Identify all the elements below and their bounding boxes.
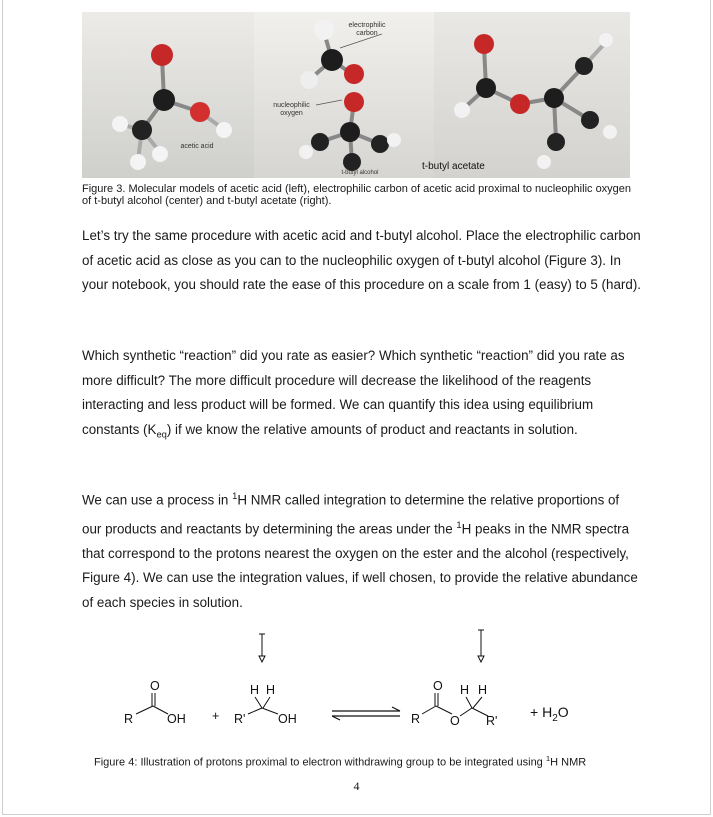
paragraph-1: Let’s try the same procedure with acetic acid and t-butyl alcohol. Place the electrophilic carbon of acetic acid as close as you can to the nucleophilic oxygen of t-butyl alcohol (Figure 3). In your notebook, you should rate the ease of this procedure on a scale from 1 (easy) to 5 (hard). xyxy=(82,228,642,292)
ester-arrow-icon xyxy=(478,630,484,662)
acetic-acid-model xyxy=(82,12,254,178)
center-model-photo xyxy=(254,12,434,178)
ester-h-2: H xyxy=(478,683,488,697)
ester-r-prime: R' xyxy=(486,714,498,728)
water-subscript: 2 xyxy=(552,713,558,724)
nucleophilic-oxygen-label: nucleophilic oxygen xyxy=(273,102,310,117)
paragraph-2 xyxy=(82,344,642,447)
alcohol-arrow-icon xyxy=(259,634,265,662)
keq-subscript: eq xyxy=(156,429,167,440)
alcohol-h-2: H xyxy=(266,683,276,697)
figure-3-caption: Figure 3. Molecular models of acetic acid (left), electrophilic carbon of acetic acid proximal to nucleophilic oxygen of t-butyl alcohol (center) and t-butyl acetate (right). xyxy=(82,183,632,207)
t-butyl-acetate-model-photo xyxy=(422,12,630,178)
acid-carbonyl-o: O xyxy=(150,679,160,693)
paragraph-3-text-b: H NMR called integration to determine the relative proportions of our products and reactants by determining the areas under the xyxy=(82,492,620,537)
figure-3-photo xyxy=(82,12,630,178)
paragraph-2-text-b: ) if we know the relative amounts of product and reactants in solution. xyxy=(166,421,578,437)
plus-sign-1: + xyxy=(212,709,220,723)
acid-r-group: R xyxy=(124,712,134,726)
figure-4-superscript: 1 xyxy=(545,754,551,763)
electrophilic-carbon-label: electrophilic carbon xyxy=(348,22,386,37)
paragraph-3 xyxy=(82,484,642,615)
figure-4-caption-text-a: Figure 4: Illustration of protons proximal to electron withdrawing group to be integrated using xyxy=(94,756,546,769)
alcohol-r-prime: R' xyxy=(234,712,246,726)
ester-h-1: H xyxy=(460,683,470,697)
paragraph-3-text-c: H peaks in the NMR spectra that correspond to the protons nearest the oxygen on the ester and the alcohol (respectively, Figure 4). We can use the integration values, if well chosen, to provide the relative abundance of each species in solution. xyxy=(82,521,638,610)
water-h: + H xyxy=(530,704,553,720)
page-number: 4 xyxy=(353,779,360,793)
paragraph-2-text-a: Which synthetic “reaction” did you rate as easier? Which synthetic “reaction” did you rate as more difficult? The more difficult procedure will decrease the likelihood of the reagents interacting and less product will be formed. We can quantify this idea using equilibrium constants (K xyxy=(82,348,625,437)
figure-4-caption-text-b: H NMR xyxy=(550,756,587,769)
reaction-scheme xyxy=(100,626,620,736)
figure-4-caption xyxy=(94,754,634,769)
t-butyl-acetate-label: t-butyl acetate xyxy=(422,161,485,172)
t-butyl-acetate-model xyxy=(434,12,630,178)
alcohol-oh: OH xyxy=(278,712,297,726)
ester-o: O xyxy=(450,714,460,728)
water-product xyxy=(530,704,569,724)
acid-oh: OH xyxy=(167,712,186,726)
water-o: O xyxy=(557,704,569,720)
nmr-superscript-1: 1 xyxy=(232,491,238,501)
t-butyl-alcohol-label: t-butyl alcohol xyxy=(341,170,379,176)
ester-carbonyl-o: O xyxy=(433,679,443,693)
acetic-acid-model-photo xyxy=(82,12,254,178)
paragraph-3-text-a: We can use a process in xyxy=(82,492,233,508)
nmr-superscript-2: 1 xyxy=(456,519,462,530)
alcohol-h-1: H xyxy=(250,683,260,697)
acetic-acid-label: acetic acid xyxy=(180,143,214,150)
ester-r-group: R xyxy=(411,712,421,726)
